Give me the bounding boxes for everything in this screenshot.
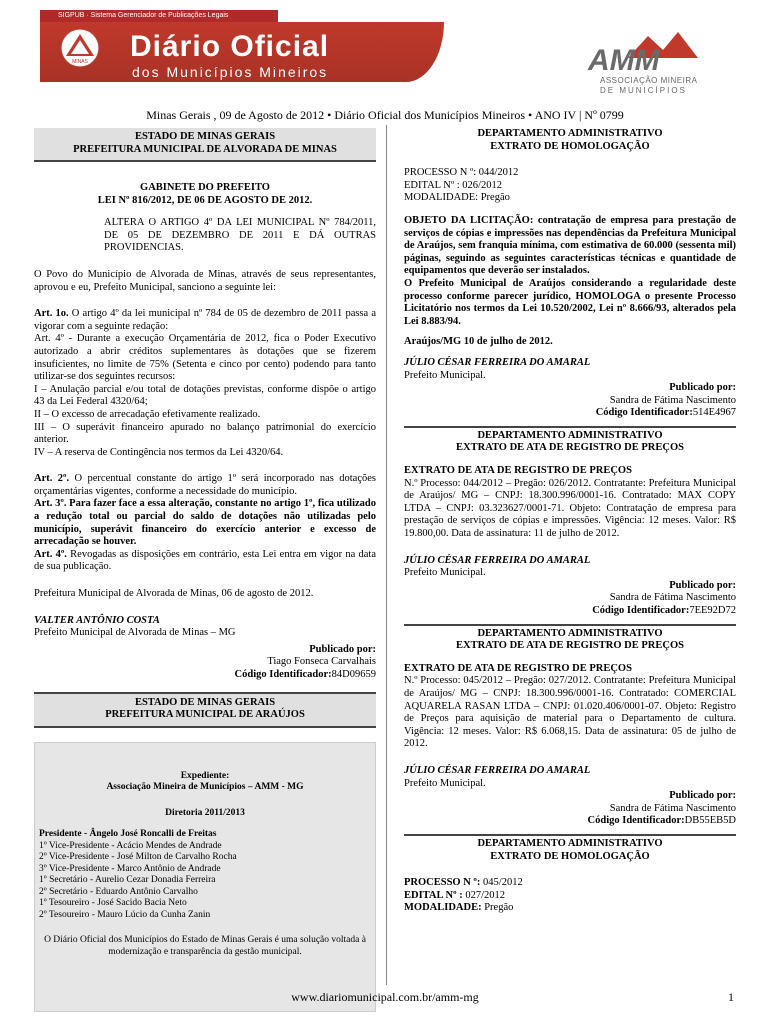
art4b-label: Art. 4º. — [34, 548, 67, 560]
s1-data: Araújos/MG 10 de julho de 2012. — [404, 336, 553, 348]
s4-processo-value: 045/2012 — [480, 877, 523, 889]
local-data: Prefeitura Municipal de Alvorada de Minas, 06 de agosto de 2012. — [34, 588, 314, 600]
art2 — [34, 473, 376, 498]
s3-code — [404, 815, 736, 828]
gabinete-title: GABINETE DO PREFEITO — [140, 182, 270, 193]
s1-objeto: OBJETO DA LICITAÇÃO: contratação de empresa para prestação de serviços de cópias e impressões nas dependências da Prefeitura Municipal de Araújos, sem franquia mínima, com estimativa de 60.000 (sessenta mil) páginas, seguindo as seguintes características técnicas e quantidade de equipamentos que deverão ser instalados. — [404, 214, 736, 277]
state-emblem-text: MINAS — [72, 59, 88, 65]
s1-pub-name: Sandra de Fátima Nascimento — [609, 394, 736, 406]
s1-code-label: Código Identificador: — [595, 407, 693, 419]
member-item: 2º Tesoureiro - Mauro Lúcio da Cunha Zanin — [39, 909, 211, 920]
s1-code-value: 514E4967 — [692, 407, 736, 419]
s1-pub-label: Publicado por: — [669, 382, 736, 394]
masthead-subtitle: dos Municípios Mineiros — [132, 64, 329, 80]
art2-text: O percentual constante do artigo 1º será incorporado nas dotações orçamentárias vigentes, conforme a necessidade do município. — [34, 473, 376, 497]
s2-code — [404, 605, 736, 618]
identifier-code — [34, 669, 376, 682]
expediente-title: Expediente: — [180, 770, 230, 781]
art4-text: Art. 4º - Durante a execução Orçamentária de 2012, fica o Poder Executivo autorizado a abrir créditos suplementares às dotações que se fizerem insuficientes, no limite de 75% (Setenta e cinco por cento) podendo para tanto utilizar-se dos seguintes recursos: — [34, 333, 376, 383]
s2-code-value: 7EE92D72 — [689, 605, 736, 616]
page-number: 1 — [728, 990, 734, 1004]
amm-subtitle-2: DE MUNICÍPIOS — [600, 86, 687, 95]
s3-signer: JÚLIO CÉSAR FERREIRA DO AMARAL — [404, 764, 591, 776]
s4-modalidade-label: MODALIDADE: — [404, 902, 482, 914]
s2-title: EXTRATO DE ATA DE REGISTRO DE PREÇOS — [404, 465, 632, 477]
section-separator — [404, 834, 736, 836]
s3-pub-name: Sandra de Fátima Nascimento — [609, 802, 736, 814]
masthead-title: Diário Oficial — [130, 30, 330, 63]
s1-homologa: O Prefeito Municipal de Araújos considerando a regularidade deste processo conforme parecer jurídico, HOMOLOGA o presente Processo Licitatório nos termos da Lei 10.520/2002, Lei nº 8.666/93, alterados pela Lei 8.883/94. — [404, 277, 736, 327]
ementa: ALTERA O ARTIGO 4º DA LEI MUNICIPAL Nº 784/2011, DE 05 DE DEZEMBRO DE 2011 E DÁ OUTRAS PROVIDENCIAS. — [104, 217, 376, 254]
member-president: Presidente - Ângelo José Roncalli de Freitas — [39, 829, 217, 840]
amm-logo — [588, 28, 738, 98]
s3-code-label: Código Identificador: — [587, 815, 685, 827]
s2-signer: JÚLIO CÉSAR FERREIRA DO AMARAL — [404, 554, 591, 566]
inciso-4: IV – A reserva de Contingência nos termos da Lei 4320/64. — [34, 446, 284, 458]
s1-head2: EXTRATO DE HOMOLOGAÇÃO — [490, 140, 650, 152]
expediente-assoc: Associação Mineira de Municípios – AMM - MG — [106, 782, 304, 793]
s2-role: Prefeito Municipal. — [404, 567, 486, 579]
s1-processo: PROCESSO N º: 044/2012 — [404, 167, 519, 179]
expediente-closing: O Diário Oficial dos Municípios do Estado de Minas Gerais é uma solução voltada à modernização e transparência da gestão municipal. — [44, 935, 366, 957]
published-by-label: Publicado por: — [309, 643, 376, 655]
member-item: 3º Vice-Presidente - Marco Antônio de Andrade — [39, 863, 221, 874]
s4-processo-label: PROCESSO N º: — [404, 877, 481, 889]
art3: Art. 3º. Para fazer face a essa alteração, constante no artigo 1º, fica utilizado a redução total ou parcial do saldo de dotações não utilizadas pelo município, superávit financeiro do exercício anterior e excesso de arrecadação se houver. — [34, 498, 376, 548]
art1 — [34, 308, 376, 333]
s1-edital: EDITAL Nº : 026/2012 — [404, 179, 502, 191]
published-by-name: Tiago Fonseca Carvalhais — [267, 656, 376, 668]
issue-header: Minas Gerais , 09 de Agosto de 2012 • Diário Oficial dos Municípios Mineiros • ANO IV | Nº 0799 — [146, 108, 624, 122]
s3-head2: EXTRATO DE ATA DE REGISTRO DE PREÇOS — [456, 640, 684, 652]
s2-code-label: Código Identificador: — [592, 605, 690, 616]
section-separator — [404, 624, 736, 626]
s3-code-value: DB55EB5D — [684, 815, 736, 827]
amm-name: AMM — [588, 44, 660, 77]
header-line-1: ESTADO DE MINAS GERAIS — [134, 131, 276, 142]
art2-label: Art. 2º. — [34, 473, 70, 485]
s3-body: N.º Processo: 045/2012 – Pregão: 027/2012. Contratante: Prefeitura Municipal de Araújos/ MG – CNPJ: 18.300.996/0001-16. Contratado: COMERCIAL AQUARELA RASAN LTDA – CNPJ: 01.020.406/0001-07. Objeto: Registro de Preços para aquisição de material para o Departamento de cultura. Vigência: 12 meses. Valor: R$ 6.068,15. Data de assinatura: 05 de julho de 2012. — [404, 675, 736, 750]
system-bar: SIGPUB · Sistema Gerenciador de Publicações Legais — [40, 10, 278, 22]
column-divider — [386, 125, 387, 985]
s4-processo — [404, 877, 736, 890]
diretoria-title: Diretoria 2011/2013 — [165, 807, 245, 818]
identifier-value: 84D09659 — [331, 669, 376, 680]
s3-title: EXTRATO DE ATA DE REGISTRO DE PREÇOS — [404, 662, 632, 674]
s2-pub-label: Publicado por: — [669, 579, 736, 591]
footer-url[interactable]: www.diariomunicipal.com.br/amm-mg — [291, 990, 479, 1004]
s2-head1: DEPARTAMENTO ADMINISTRATIVO — [477, 429, 663, 441]
expediente-box — [34, 742, 376, 1012]
s4-head2: EXTRATO DE HOMOLOGAÇÃO — [490, 850, 650, 862]
s4-edital-value: 027/2012 — [462, 889, 505, 901]
right-column — [404, 128, 736, 915]
header-line-1: ESTADO DE MINAS GERAIS — [134, 696, 276, 708]
member-item: 1º Tesoureiro - José Sacido Bacia Neto — [39, 898, 187, 909]
art4b-text: Revogadas as disposições em contrário, esta Lei entra em vigor na data de sua publicação. — [34, 548, 376, 573]
preambulo: O Povo do Município de Alvorada de Minas, através de seus representantes, aprovou e eu, Prefeito Municipal, sanciono a seguinte lei: — [34, 268, 376, 293]
s3-pub-label: Publicado por: — [669, 790, 736, 802]
member-item: 2º Vice-Presidente - José Milton de Carvalho Rocha — [39, 852, 237, 863]
state-emblem-icon — [60, 28, 100, 68]
header-line-2: PREFEITURA MUNICIPAL DE ARAÚJOS — [105, 709, 305, 721]
s4-edital-label: EDITAL Nº : — [404, 889, 463, 901]
section-header-alvorada — [34, 128, 376, 162]
left-column — [34, 128, 376, 1012]
masthead-banner — [40, 22, 444, 82]
s4-modalidade — [404, 902, 736, 915]
member-item: 1º Secretário - Aurelio Cezar Donadia Ferreira — [39, 875, 216, 886]
inciso-2: II – O excesso de arrecadação efetivamente realizado. — [34, 408, 261, 420]
s1-role: Prefeito Municipal. — [404, 369, 486, 381]
art1-label: Art. 1o. — [34, 308, 69, 320]
lei-title: LEI Nº 816/2012, DE 06 DE AGOSTO DE 2012. — [97, 194, 313, 206]
signer-name: VALTER ANTÔNIO COSTA — [34, 614, 160, 626]
section-separator — [404, 426, 736, 428]
art1-text: O artigo 4º da lei municipal nº 784 de 05 de dezembro de 2011 passa a vigorar com a seguinte redação: — [34, 308, 376, 332]
member-item: 2º Secretário - Eduardo Antônio Carvalho — [39, 886, 198, 897]
s2-pub-name: Sandra de Fátima Nascimento — [609, 592, 736, 604]
signer-role: Prefeito Municipal de Alvorada de Minas – MG — [34, 627, 236, 639]
s1-head1: DEPARTAMENTO ADMINISTRATIVO — [477, 128, 663, 139]
s2-body: N.º Processo: 044/2012 – Pregão: 026/2012. Contratante: Prefeitura Municipal de Araújos/ MG – CNPJ: 18.300.996/0001-16. Contratado: MAX COPY LTDA – CNPJ: 03.323627/0001-71. Objeto: Contratação de empresa para prestação de serviços de cópias e impressões. Vigência: 12 meses. Valor: R$ 19.800,00. Data de assinatura: 11 de julho de 2012. — [404, 477, 736, 540]
member-item: 1º Vice-Presidente - Acácio Mendes de Andrade — [39, 840, 222, 851]
s4-modalidade-value: Pregão — [481, 902, 514, 914]
s3-head1: DEPARTAMENTO ADMINISTRATIVO — [477, 627, 663, 639]
art4b — [34, 549, 376, 574]
section-header-araujos — [34, 692, 376, 728]
s4-head1: DEPARTAMENTO ADMINISTRATIVO — [477, 837, 663, 849]
header-line-2: PREFEITURA MUNICIPAL DE ALVORADA DE MINAS — [73, 143, 337, 155]
s3-role: Prefeito Municipal. — [404, 777, 486, 789]
amm-subtitle-1: ASSOCIAÇÃO MINEIRA — [600, 76, 698, 85]
s1-modalidade: MODALIDADE: Pregão — [404, 192, 510, 204]
s4-edital — [404, 890, 736, 903]
inciso-1: I – Anulação parcial e/ou total de dotações previstas, conforme dispõe o artigo 43 da Lei Federal 4320/64; — [34, 383, 376, 408]
s2-head2: EXTRATO DE ATA DE REGISTRO DE PREÇOS — [456, 442, 684, 454]
s1-code — [404, 407, 736, 420]
inciso-3: III – O superávit financeiro apurado no balanço patrimonial do exercício anterior. — [34, 421, 376, 446]
identifier-label: Código Identificador: — [234, 669, 332, 680]
s1-signer: JÚLIO CÉSAR FERREIRA DO AMARAL — [404, 356, 591, 368]
